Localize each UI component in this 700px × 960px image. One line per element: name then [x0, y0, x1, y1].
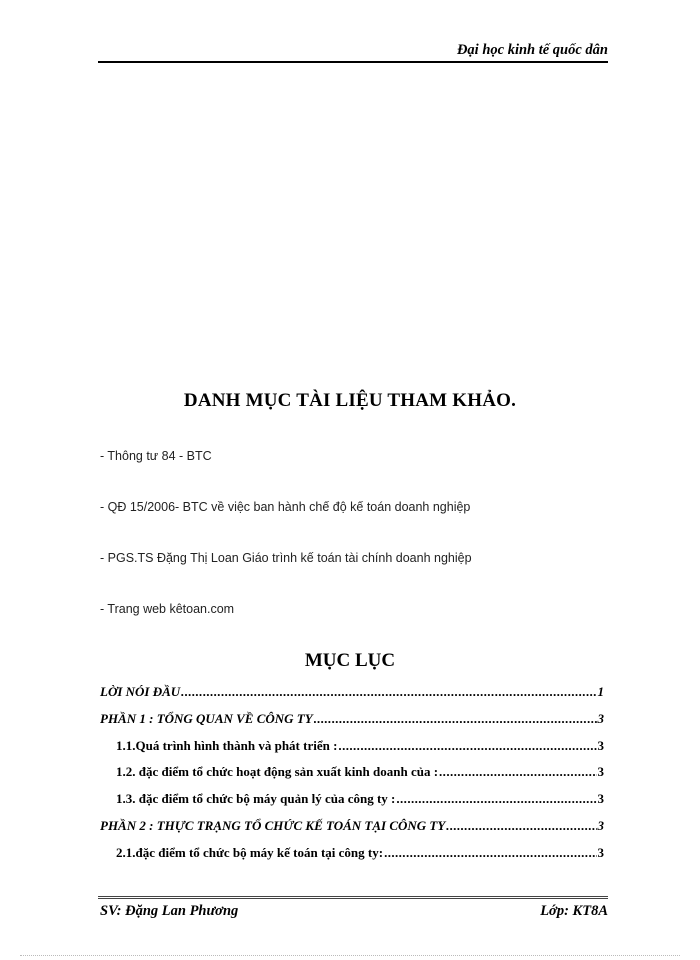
toc-leader-dots [439, 764, 596, 780]
toc-entry-label: 1.3. đặc điểm tổ chức bộ máy quản lý của công ty : [116, 791, 396, 806]
toc-entry-label: PHẦN 1 : TỔNG QUAN VỀ CÔNG TY [100, 711, 313, 726]
toc-entry-page: 3 [597, 818, 604, 833]
toc-entry[interactable] [116, 791, 604, 807]
footer-divider [98, 896, 608, 899]
toc-title: MỤC LỤC [304, 650, 396, 671]
toc-entry-label: PHẦN 2 : THỰC TRẠNG TỔ CHỨC KẾ TOÁN TẠI CÔNG TY [100, 818, 446, 833]
toc-entry[interactable] [100, 684, 604, 700]
footer-class: Lớp: KT8A [540, 903, 608, 919]
toc-entry-page: 3 [597, 711, 604, 726]
toc-entry[interactable] [100, 818, 604, 834]
toc-leader-dots [338, 738, 596, 754]
toc-entry-page: 3 [597, 738, 604, 753]
toc-entry-page: 3 [597, 845, 604, 860]
references-title: DANH MỤC TÀI LIỆU THAM KHẢO. [183, 390, 517, 411]
toc-entry[interactable] [116, 764, 604, 780]
toc-leader-dots [181, 684, 596, 700]
toc-entry-page: 3 [597, 764, 604, 779]
toc-entry-label: 1.2. đặc điểm tổ chức hoạt động sản xuất kinh doanh của : [116, 764, 439, 779]
toc-leader-dots [314, 711, 597, 727]
toc-entry-page: 1 [597, 684, 604, 699]
toc-entry-label: LỜI NÓI ĐẦU [100, 684, 181, 699]
page-break-line [20, 955, 680, 956]
header-divider [98, 61, 608, 63]
toc-entry[interactable] [100, 711, 604, 727]
reference-item: - QĐ 15/2006- BTC về việc ban hành chế độ kế toán doanh nghiệp [100, 500, 471, 514]
toc-entry-label: 1.1.Quá trình hình thành và phát triển : [116, 738, 338, 753]
footer-student: SV: Đặng Lan Phương [100, 903, 239, 919]
toc-leader-dots [396, 791, 596, 807]
header-institution: Đại học kinh tế quốc dân [456, 42, 608, 58]
reference-item: - Thông tư 84 - BTC [100, 449, 212, 463]
reference-item: - Trang web kêtoan.com [100, 602, 235, 616]
toc-entry-page: 3 [597, 791, 604, 806]
reference-item: - PGS.TS Đặng Thị Loan Giáo trình kế toán tài chính doanh nghiệp [100, 551, 472, 565]
toc-entry-label: 2.1.đặc điểm tổ chức bộ máy kế toán tại công ty: [116, 845, 384, 860]
toc-leader-dots [384, 845, 596, 861]
toc-entry[interactable] [116, 738, 604, 754]
toc-entry[interactable] [116, 845, 604, 861]
toc-leader-dots [446, 818, 596, 834]
